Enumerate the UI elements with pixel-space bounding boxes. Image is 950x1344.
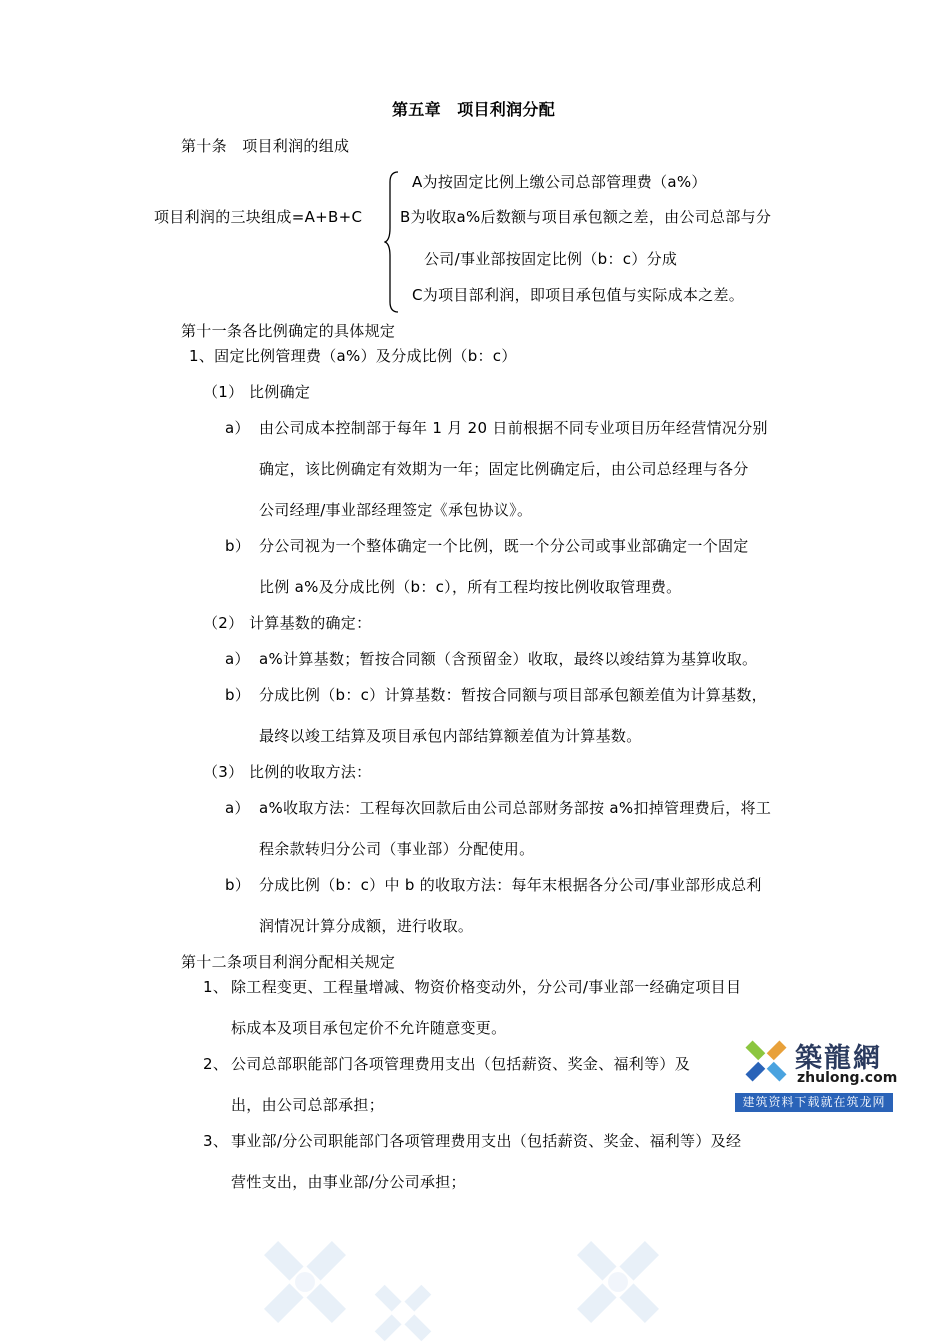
zhulong-logo [735,1030,898,1112]
article-11-heading: 第十一条各比例确定的具体规定 [181,322,396,340]
section-3-number: （3） [203,763,244,781]
section-3-title: 比例的收取方法： [249,763,372,781]
rule-2-line2: 出，由公司总部承担； [231,1096,385,1114]
formula-item-c: C为项目部利润，即项目承包值与实际成本之差。 [412,286,745,304]
item-2a-marker: a） [225,650,250,668]
rule-2-line1: 公司总部职能部门各项管理费用支出（包括薪资、奖金、福利等）及 [231,1055,691,1073]
logo-tagline: 建筑资料下载就在筑龙网 [735,1093,893,1112]
zhulong-emblem-icon [739,1034,793,1088]
item-2b-line1: 分成比例（b：c）计算基数：暂按合同额与项目部承包额差值为计算基数， [259,686,767,704]
item-1a-line3: 公司经理/事业部经理签定《承包协议》。 [259,501,533,519]
rule-3-line1: 事业部/分公司职能部门各项管理费用支出（包括薪资、奖金、福利等）及经 [231,1132,742,1150]
logo-panel [735,1030,898,1092]
profit-formula-label: 项目利润的三块组成=A+B+C [154,208,363,226]
item-1a-line2: 确定，该比例确定有效期为一年；固定比例确定后，由公司总经理与各分 [259,460,749,478]
formula-item-b-line1: B为收取a%后数额与项目承包额之差，由公司总部与分 [400,208,772,226]
item-3b-line2: 润情况计算分成额，进行收取。 [259,917,474,935]
item-1b-line1: 分公司视为一个整体确定一个比例，既一个分公司或事业部确定一个固定 [259,537,749,555]
item-3a-marker: a） [225,799,250,817]
item-3b-line1: 分成比例（b：c）中 b 的收取方法：每年末根据各分公司/事业部形成总利 [259,876,762,894]
article-11-sub1: 1、固定比例管理费（a%）及分成比例（b：c） [189,347,517,365]
section-1-number: （1） [203,383,244,401]
section-2-number: （2） [203,614,244,632]
rule-3-marker: 3、 [203,1132,229,1150]
formula-item-a: A为按固定比例上缴公司总部管理费（a%） [412,173,707,191]
decorative-snowflake-icon [368,1278,438,1344]
rule-1-line1: 除工程变更、工程量增减、物资价格变动外，分公司/事业部一经确定项目目 [231,978,742,996]
item-1b-marker: b） [225,537,251,555]
article-12-heading: 第十二条项目利润分配相关规定 [181,953,396,971]
rule-2-marker: 2、 [203,1055,229,1073]
item-2a-line1: a%计算基数；暂按合同额（含预留金）收取，最终以竣结算为基算收取。 [259,650,758,668]
chapter-title: 第五章 项目利润分配 [392,100,556,119]
decorative-snowflake-icon [568,1232,668,1332]
item-1a-line1: 由公司成本控制部于每年 1 月 20 日前根据不同专业项目历年经营情况分别 [259,419,768,437]
formula-item-b-line2: 公司/事业部按固定比例（b：c）分成 [424,250,678,268]
curly-brace-icon [384,170,400,314]
section-2-title: 计算基数的确定： [249,614,372,632]
section-1-title: 比例确定 [249,383,311,401]
rule-1-line2: 标成本及项目承包定价不允许随意变更。 [231,1019,507,1037]
logo-domain: zhulong.com [797,1070,898,1086]
item-2b-marker: b） [225,686,251,704]
item-3b-marker: b） [225,876,251,894]
item-1b-line2: 比例 a%及分成比例（b：c），所有工程均按比例收取管理费。 [259,578,682,596]
item-1a-marker: a） [225,419,250,437]
item-3a-line1: a%收取方法：工程每次回款后由公司总部财务部按 a%扣掉管理费后，将工 [259,799,772,817]
article-10-heading: 第十条 项目利润的组成 [181,137,350,155]
rule-3-line2: 营性支出，由事业部/分公司承担； [231,1173,466,1191]
logo-name-cn: 築龍網 [795,1043,882,1074]
item-3a-line2: 程余款转归分公司（事业部）分配使用。 [259,840,535,858]
decorative-snowflake-icon [255,1232,355,1332]
item-2b-line2: 最终以竣工结算及项目承包内部结算额差值为计算基数。 [259,727,642,745]
rule-1-marker: 1、 [203,978,229,996]
